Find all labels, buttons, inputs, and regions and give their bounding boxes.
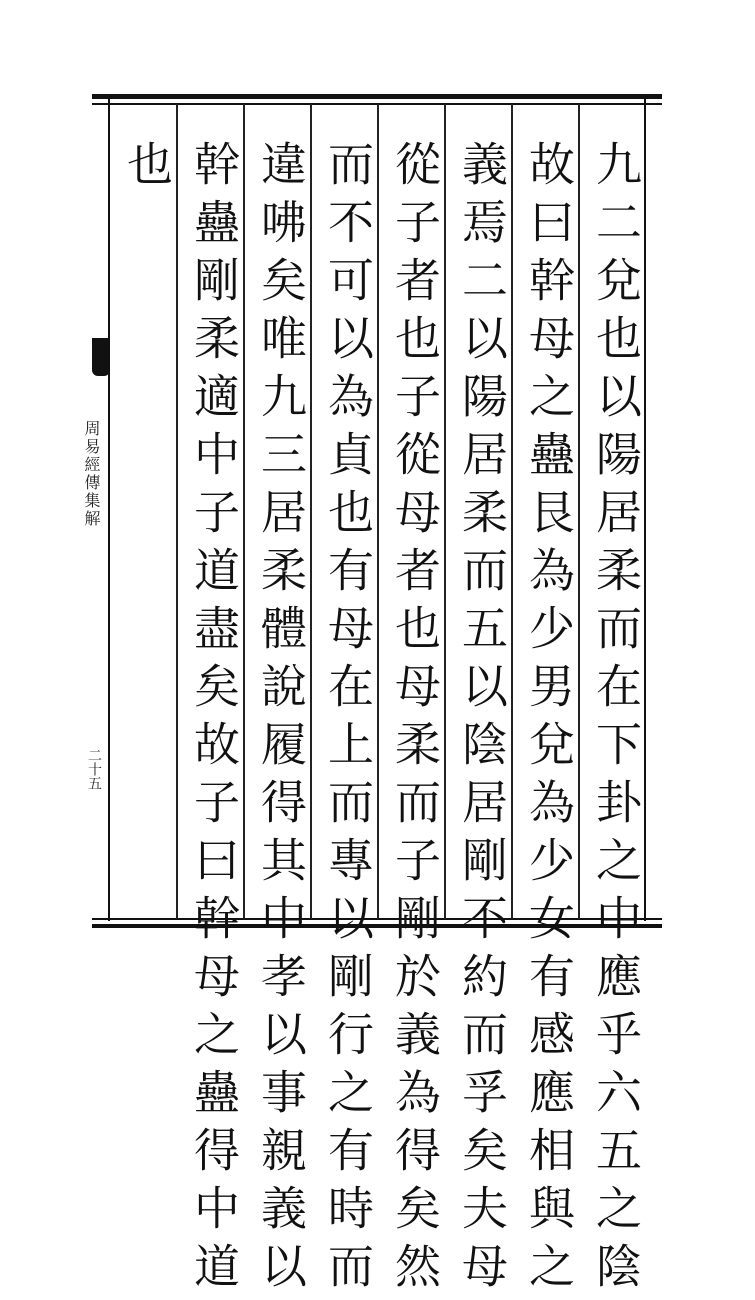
fish-tail-mark [92, 338, 110, 376]
book-title: 周易經傳集解 [82, 420, 101, 528]
text-column-3: 義焉二以陽居柔而五以陰居剛不約而孚矣夫母 [455, 140, 509, 1300]
gutter-border [108, 99, 110, 921]
column-divider [176, 104, 178, 919]
top-border-thick [92, 94, 662, 99]
text-column-7: 幹蠱剛柔適中子道盡矣故子曰幹母之蠱得中道 [187, 140, 241, 1300]
text-column-4: 從子者也子從母者也母柔而子剛於義為得矣然 [388, 140, 442, 1300]
text-column-5: 而不可以為貞也有母在上而專以剛行之有時而 [321, 140, 375, 1300]
page-number: 二十五 [86, 748, 102, 790]
text-column-1: 九二兌也以陽居柔而在下卦之中應乎六五之陰 [589, 140, 643, 1300]
text-column-8: 也 [120, 140, 174, 198]
text-column-2: 故曰幹母之蠱艮為少男兌為少女有感應相與之 [522, 140, 576, 1300]
text-column-6: 違咈矣唯九三居柔體說履得其中孝以事親義以 [254, 140, 308, 1300]
